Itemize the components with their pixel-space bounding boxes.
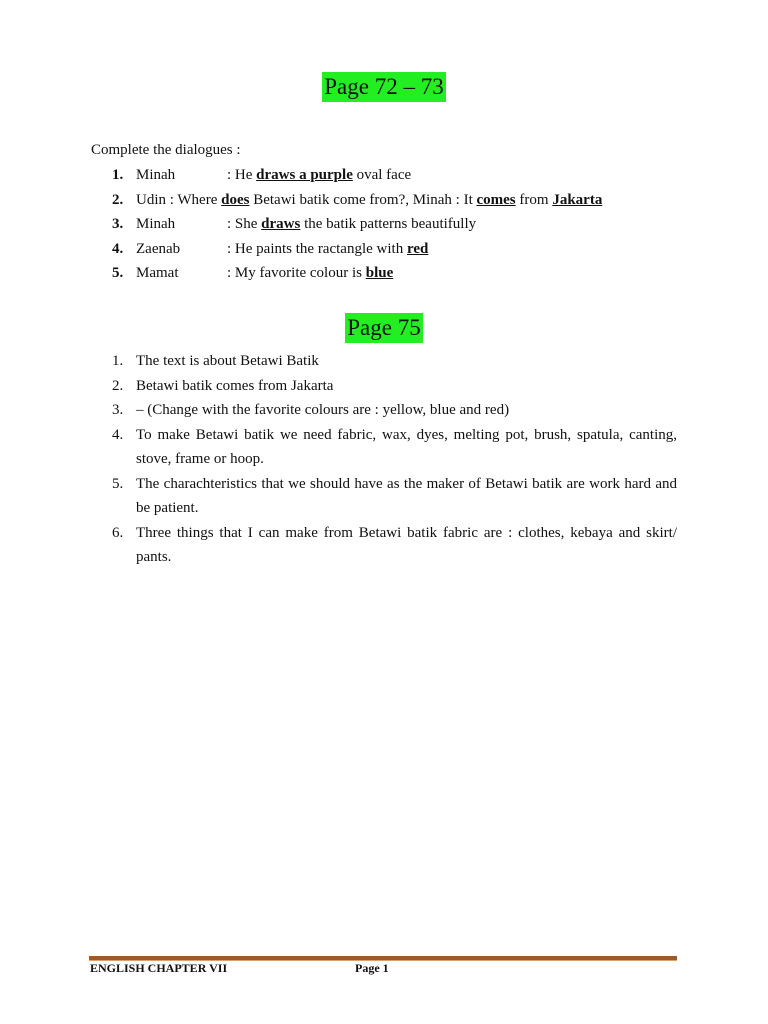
- dialogue-list: [112, 163, 677, 286]
- dialogue-item: [112, 261, 677, 286]
- answer-text: The text is about Betawi Batik: [136, 353, 319, 369]
- heading-page-75: [0, 313, 768, 343]
- dialogue-text: : She draws the batik patterns beautifully: [227, 216, 477, 232]
- answer-item: [112, 472, 677, 521]
- speaker: Minah: [136, 216, 176, 232]
- dialogue-item: [112, 188, 677, 213]
- answer-item: [112, 521, 677, 570]
- footer-chapter: ENGLISH CHAPTER VII: [90, 961, 228, 975]
- heading-text: Page 75: [345, 313, 422, 343]
- item-number: 4.: [112, 426, 124, 443]
- footer-page-number: Page 1: [355, 961, 389, 975]
- item-number: 6.: [112, 524, 124, 541]
- answer-text: – (Change with the favorite colours are : yellow, blue and red): [136, 402, 510, 418]
- item-number: 1.: [112, 353, 124, 369]
- answer-item: [112, 423, 677, 472]
- item-number: 2.: [112, 191, 124, 208]
- speaker: Minah: [136, 167, 176, 183]
- speaker: Zaenab: [136, 240, 181, 257]
- dialogue-text: : My favorite colour is blue: [227, 265, 394, 281]
- answer-item: [112, 398, 677, 423]
- answer-list: [112, 349, 677, 570]
- answer-item: [112, 349, 677, 374]
- answer-text: Three things that I can make from Betawi batik fabric are : clothes, kebaya and skirt/ pants.: [136, 524, 677, 565]
- item-number: 5.: [112, 265, 124, 281]
- heading-page-72-73: [0, 72, 768, 102]
- item-number: 1.: [112, 167, 124, 183]
- dialogue-item: [112, 237, 677, 262]
- answer-text: The charachteristics that we should have as the maker of Betawi batik are work hard and be patient.: [136, 475, 677, 516]
- speaker: Mamat: [136, 265, 179, 281]
- dialogue-item: [112, 212, 677, 237]
- answer-text: Betawi batik comes from Jakarta: [136, 377, 334, 394]
- heading-text: Page 72 – 73: [322, 72, 445, 102]
- answer-item: [112, 374, 677, 399]
- answer-text: To make Betawi batik we need fabric, wax, dyes, melting pot, brush, spatula, canting, stove, frame or hoop.: [136, 426, 677, 467]
- item-number: 5.: [112, 475, 124, 492]
- item-number: 2.: [112, 377, 124, 394]
- dialogue-text: Udin : Where does Betawi batik come from?, Minah : It comes from Jakarta: [136, 191, 603, 208]
- dialogue-text: : He paints the ractangle with red: [227, 240, 429, 257]
- item-number: 3.: [112, 216, 124, 232]
- dialogue-text: : He draws a purple oval face: [227, 167, 412, 183]
- item-number: 4.: [112, 240, 124, 257]
- dialogue-item: [112, 163, 677, 188]
- instruction-text: Complete the dialogues :: [91, 142, 241, 158]
- item-number: 3.: [112, 402, 124, 418]
